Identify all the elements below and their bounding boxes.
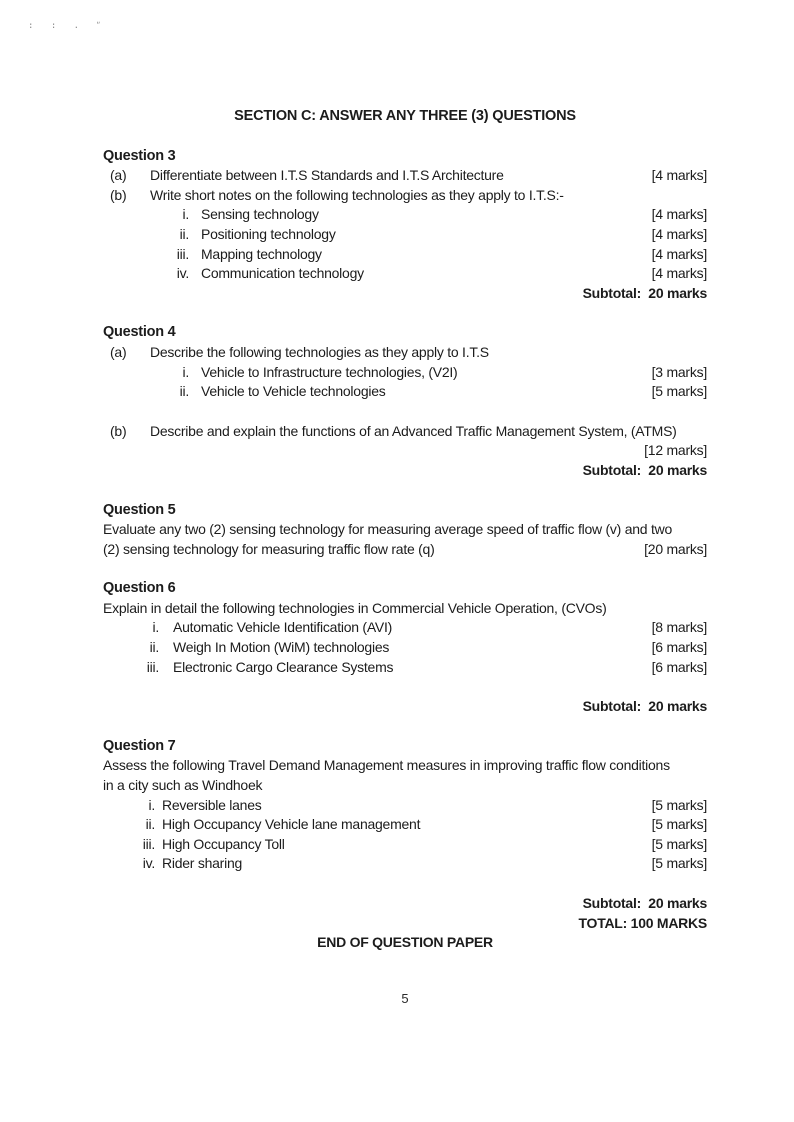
q4-part-b-row (103, 422, 707, 442)
q7-item-4 (103, 854, 707, 874)
marks-value: [4 marks] (651, 225, 707, 242)
q3-item-1 (103, 205, 707, 225)
part-label: (a) (110, 343, 127, 360)
q3-subtotal: Subtotal: 20 marks (582, 284, 707, 301)
marks-value: [8 marks] (651, 619, 707, 636)
item-numeral: i. (182, 206, 189, 223)
item-text: Automatic Vehicle Identification (AVI) (173, 619, 393, 636)
item-text: Communication technology (201, 265, 364, 282)
item-text: Electronic Cargo Clearance Systems (173, 658, 394, 675)
question-3-title: Question 3 (103, 147, 176, 164)
q3-item-4 (103, 264, 707, 284)
item-text: High Occupancy Vehicle lane management (162, 816, 421, 833)
q4-item-1 (103, 363, 707, 383)
q3-part-a-row (103, 166, 707, 186)
item-numeral: iii. (176, 245, 189, 262)
q7-item-3 (103, 835, 707, 855)
marks-value: [4 marks] (651, 245, 707, 262)
q3-part-b-row (103, 186, 707, 206)
question-5-title: Question 5 (103, 501, 176, 518)
item-text: Weigh In Motion (WiM) technologies (173, 639, 390, 656)
item-numeral: ii. (179, 225, 189, 242)
section-title: SECTION C: ANSWER ANY THREE (3) QUESTIONS (234, 108, 576, 124)
item-text: High Occupancy Toll (162, 835, 285, 852)
q7-item-1 (103, 796, 707, 816)
item-text: Vehicle to Infrastructure technologies, (V2I) (201, 363, 458, 380)
q6-item-3 (103, 658, 707, 678)
marks-value: [4 marks] (651, 265, 707, 282)
item-numeral: iv. (142, 855, 155, 872)
item-text: Reversible lanes (162, 796, 262, 813)
part-text: Describe the following technologies as they apply to I.T.S (150, 343, 489, 360)
marks-value: [5 marks] (651, 796, 707, 813)
q5-body-line-1: Evaluate any two (2) sensing technology for measuring average speed of traffic flow (v) and two (103, 521, 672, 538)
item-numeral: iv. (176, 265, 189, 282)
item-text: Positioning technology (201, 225, 336, 242)
marks-value: [4 marks] (651, 206, 707, 223)
question-7 (103, 737, 707, 933)
marks-value: [5 marks] (651, 835, 707, 852)
item-text: Mapping technology (201, 245, 322, 262)
q6-item-2 (103, 638, 707, 658)
marks-value: [5 marks] (651, 855, 707, 872)
question-3 (103, 147, 707, 304)
question-4-title: Question 4 (103, 324, 176, 341)
item-numeral: ii. (149, 639, 159, 656)
paper-total: TOTAL: 100 MARKS (578, 914, 707, 931)
item-text: Rider sharing (162, 855, 243, 872)
end-of-paper-note: END OF QUESTION PAPER (317, 934, 493, 951)
q6-subtotal: Subtotal: 20 marks (582, 698, 707, 715)
part-label: (b) (110, 422, 127, 439)
item-text: Vehicle to Vehicle technologies (201, 383, 386, 400)
marks-value: [20 marks] (644, 540, 707, 557)
question-5 (103, 501, 707, 560)
part-label: (b) (110, 186, 127, 203)
q4-part-b-marks: [12 marks] (644, 442, 707, 459)
marks-value: [6 marks] (651, 639, 707, 656)
item-numeral: i. (152, 619, 159, 636)
part-text: Differentiate between I.T.S Standards and I.T.S Architecture (150, 167, 504, 184)
q4-item-2 (103, 382, 707, 402)
scan-artifact-marks: : : . ʺ (28, 21, 106, 31)
marks-value: [5 marks] (651, 816, 707, 833)
q3-item-3 (103, 245, 707, 265)
q6-item-1 (103, 618, 707, 638)
q7-subtotal: Subtotal: 20 marks (582, 895, 707, 911)
item-numeral: iii. (146, 658, 159, 675)
question-6 (103, 579, 707, 717)
question-6-title: Question 6 (103, 580, 176, 597)
q4-subtotal: Subtotal: 20 marks (582, 461, 707, 478)
question-4 (103, 323, 707, 480)
q4-part-a-row (103, 343, 707, 363)
item-numeral: iii. (142, 835, 155, 852)
q5-body-line-2 (103, 540, 707, 560)
body-text: (2) sensing technology for measuring traffic flow rate (q) (103, 540, 435, 557)
marks-value: [5 marks] (651, 383, 707, 400)
item-numeral: ii. (145, 816, 155, 833)
q7-item-2 (103, 815, 707, 835)
question-7-title: Question 7 (103, 737, 176, 754)
part-text: Write short notes on the following technologies as they apply to I.T.S:- (150, 186, 564, 203)
item-numeral: ii. (179, 383, 189, 400)
item-numeral: i. (148, 796, 155, 813)
marks-value: [6 marks] (651, 658, 707, 675)
page-number: 5 (401, 991, 409, 1006)
q7-body-line-2: in a city such as Windhoek (103, 777, 263, 794)
q6-intro: Explain in detail the following technologies in Commercial Vehicle Operation, (CVOs) (103, 599, 607, 616)
part-text: Describe and explain the functions of an Advanced Traffic Management System, (ATMS) (150, 422, 677, 439)
item-numeral: i. (182, 363, 189, 380)
item-text: Sensing technology (201, 206, 319, 223)
q3-item-2 (103, 225, 707, 245)
q7-body-line-1: Assess the following Travel Demand Management measures in improving traffic flow conditions (103, 757, 670, 774)
marks-value: [4 marks] (651, 167, 707, 184)
part-label: (a) (110, 167, 127, 184)
marks-value: [3 marks] (651, 363, 707, 380)
